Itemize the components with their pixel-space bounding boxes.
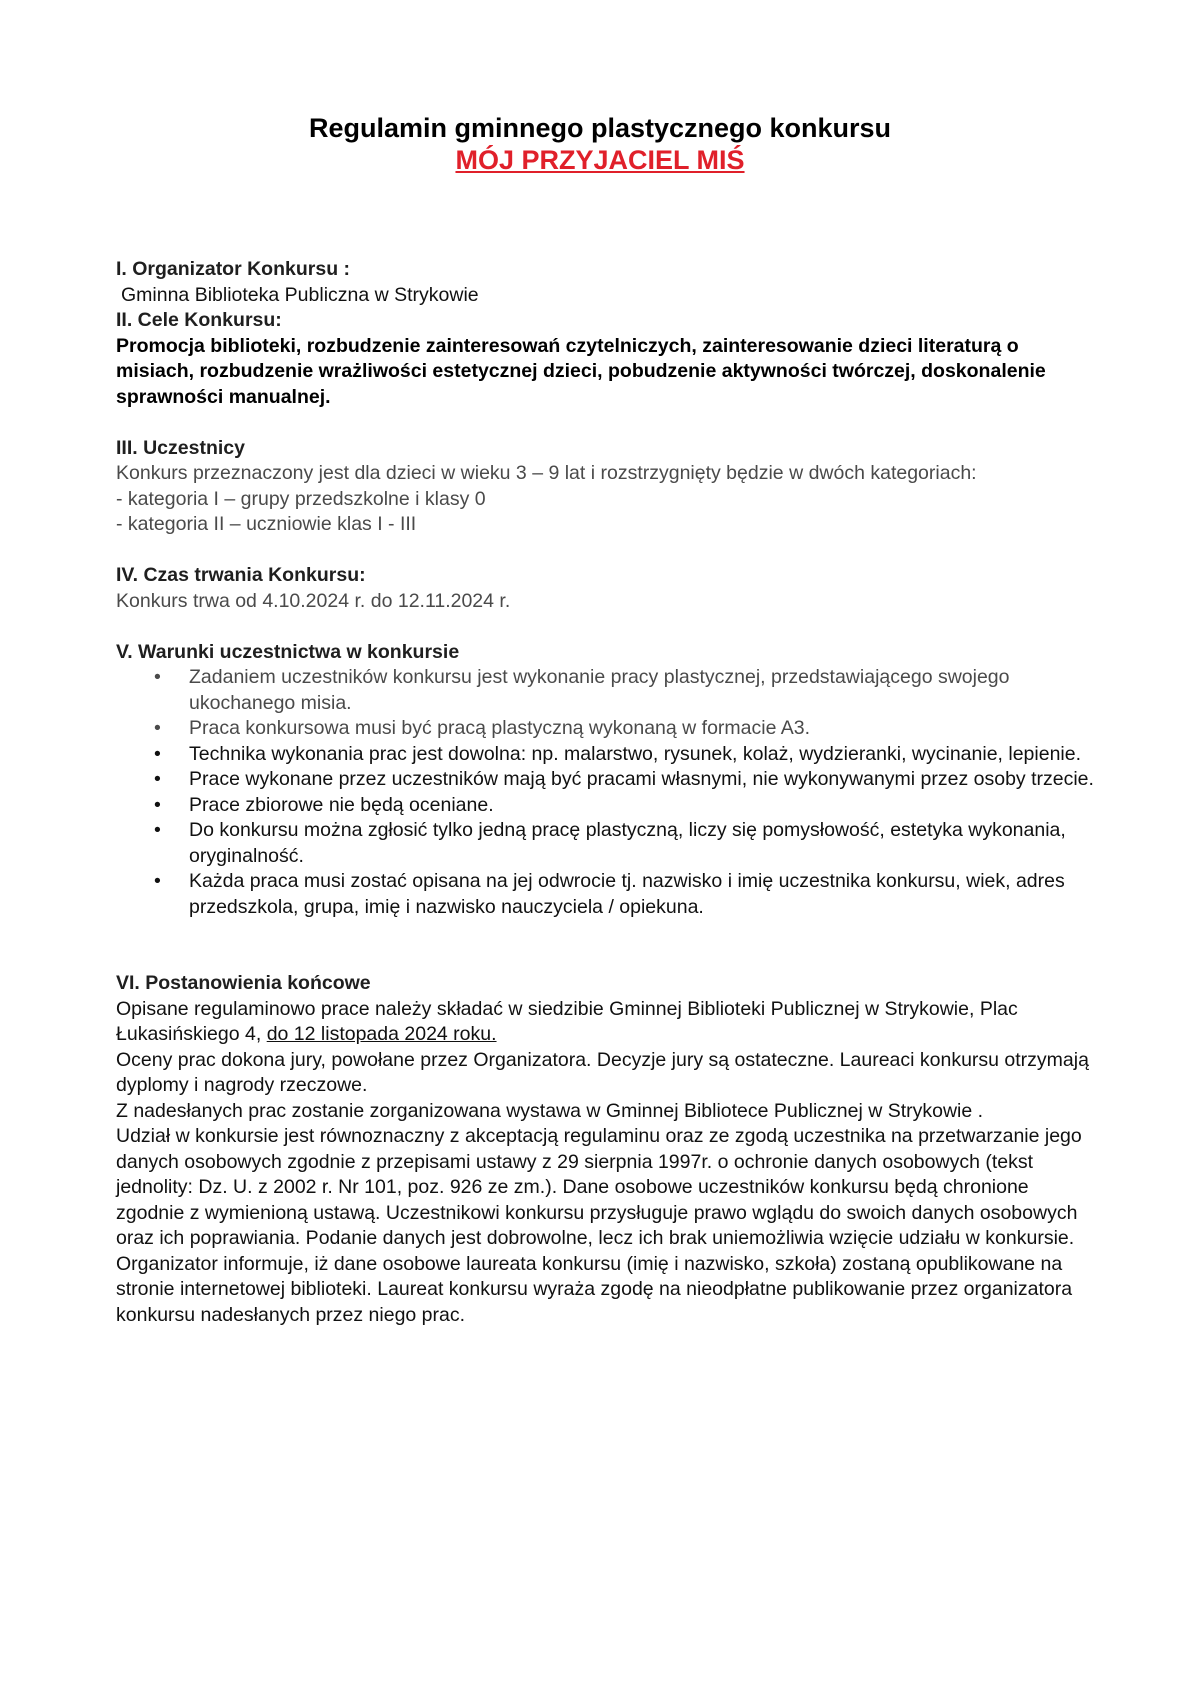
section-6-paragraph-2: Oceny prac dokona jury, powołane przez Organizatora. Decyzje jury są ostateczne. Laureaci konkursu otrzymają dyplomy i nagrody rzeczowe. [116, 1048, 1089, 1096]
bullet-icon: • [154, 742, 161, 765]
section-6-paragraph-3: Z nadesłanych prac zostanie zorganizowana wystawa w Gminnej Bibliotece Publicznej w Strykowie . [116, 1099, 984, 1122]
section-5-heading: V. Warunki uczestnictwa w konkursie [116, 640, 460, 663]
list-item [116, 793, 1096, 819]
section-3-heading: III. Uczestnicy [116, 436, 245, 459]
section-6-paragraph-4: Udział w konkursie jest równoznaczny z akceptacją regulaminu oraz ze zgodą uczestnika na przetwarzanie jego danych osobowych zgodnie z przepisami ustawy z 29 sierpnia 1997r. o ochronie danych osobowych (tekst jednolity: Dz. U. z 2002 r. Nr 101, poz. 926 ze zm.). Dane osobowe uczestników konkursu będą chronione zgodnie z wymienioną ustawą. Uczestnikowi konkursu przysługuje prawo wglądu do swoich danych osobowych oraz ich poprawiania. Podanie danych jest dobrowolne, lecz ich brak uniemożliwia wzięcie udziału w konkursie. Organizator informuje, iż dane osobowe laureata konkursu (imię i nazwisko, szkoła) zostaną opublikowane na stronie internetowej biblioteki. Laureat konkursu wyraża zgodę na nieodpłatne publikowanie przez organizatora konkursu nadesłanych przez niego prac. [116, 1125, 1082, 1326]
list-item [116, 767, 1096, 793]
list-item [116, 818, 1096, 869]
section-4-text: Konkurs trwa od 4.10.2024 r. do 12.11.2024 r. [116, 589, 511, 612]
section-2-heading: II. Cele Konkursu: [116, 309, 282, 331]
bullet-icon: • [154, 819, 161, 841]
document-title: Regulamin gminnego plastycznego konkursu [308, 113, 892, 143]
list-item-text: Praca konkursowa musi być pracą plastyczną wykonaną w formacie A3. [189, 717, 811, 739]
bullet-icon: • [154, 768, 161, 790]
section-3-category-1: - kategoria I – grupy przedszkolne i klasy 0 [116, 487, 486, 510]
contest-name: MÓJ PRZYJACIEL MIŚ [455, 145, 745, 175]
list-item-text: Technika wykonania prac jest dowolna: np. malarstwo, rysunek, kolaż, wydzieranki, wycinanie, lepienie. [189, 742, 1082, 765]
bullet-icon: • [154, 793, 161, 816]
list-item-text: Prace zbiorowe nie będą oceniane. [189, 793, 494, 816]
section-6-paragraph-1 [116, 997, 1096, 1048]
list-item-text: Prace wykonane przez uczestników mają być pracami własnymi, nie wykonywanymi przez osoby trzecie. [189, 768, 1094, 790]
conditions-list [116, 665, 1096, 920]
list-item [116, 665, 1096, 716]
title-block [0, 112, 1200, 176]
section-6-heading: VI. Postanowienia końcowe [116, 972, 371, 994]
list-item [116, 742, 1096, 768]
bullet-icon: • [154, 870, 161, 892]
bullet-icon: • [154, 666, 161, 688]
section-4-heading: IV. Czas trwania Konkursu: [116, 564, 366, 586]
list-item-text: Do konkursu można zgłosić tylko jedną pracę plastyczną, liczy się pomysłowość, estetyka wykonania, oryginalność. [189, 819, 1066, 867]
section-3-text: Konkurs przeznaczony jest dla dzieci w wieku 3 – 9 lat i rozstrzygnięty będzie w dwóch kategoriach: [116, 462, 977, 484]
list-item [116, 869, 1096, 920]
section-2-text: Promocja biblioteki, rozbudzenie zainteresowań czytelniczych, zainteresowanie dzieci literaturą o misiach, rozbudzenie wrażliwości estetycznej dzieci, pobudzenie aktywności twórczej, doskonalenie sprawności manualnej. [116, 334, 1046, 408]
list-item-text: Każda praca musi zostać opisana na jej odwrocie tj. nazwisko i imię uczestnika konkursu, wiek, adres przedszkola, grupa, imię i nazwisko nauczyciela / opiekuna. [189, 870, 1065, 918]
section-1-heading: I. Organizator Konkursu : [116, 258, 351, 280]
list-item-text: Zadaniem uczestników konkursu jest wykonanie pracy plastycznej, przedstawiającego swojego ukochanego misia. [189, 666, 1010, 714]
submission-place: Opisane regulaminowo prace należy składać w siedzibie Gminnej Biblioteki Publicznej w Strykowie, Plac Łukasińskiego 4, [116, 997, 1018, 1045]
section-1-text: Gminna Biblioteka Publiczna w Strykowie [121, 283, 479, 306]
bullet-icon: • [154, 717, 161, 739]
document-body [116, 257, 1096, 1328]
submission-deadline: do 12 listopada 2024 roku. [266, 1023, 497, 1045]
section-3-category-2: - kategoria II – uczniowie klas I - III [116, 513, 417, 535]
list-item [116, 716, 1096, 742]
